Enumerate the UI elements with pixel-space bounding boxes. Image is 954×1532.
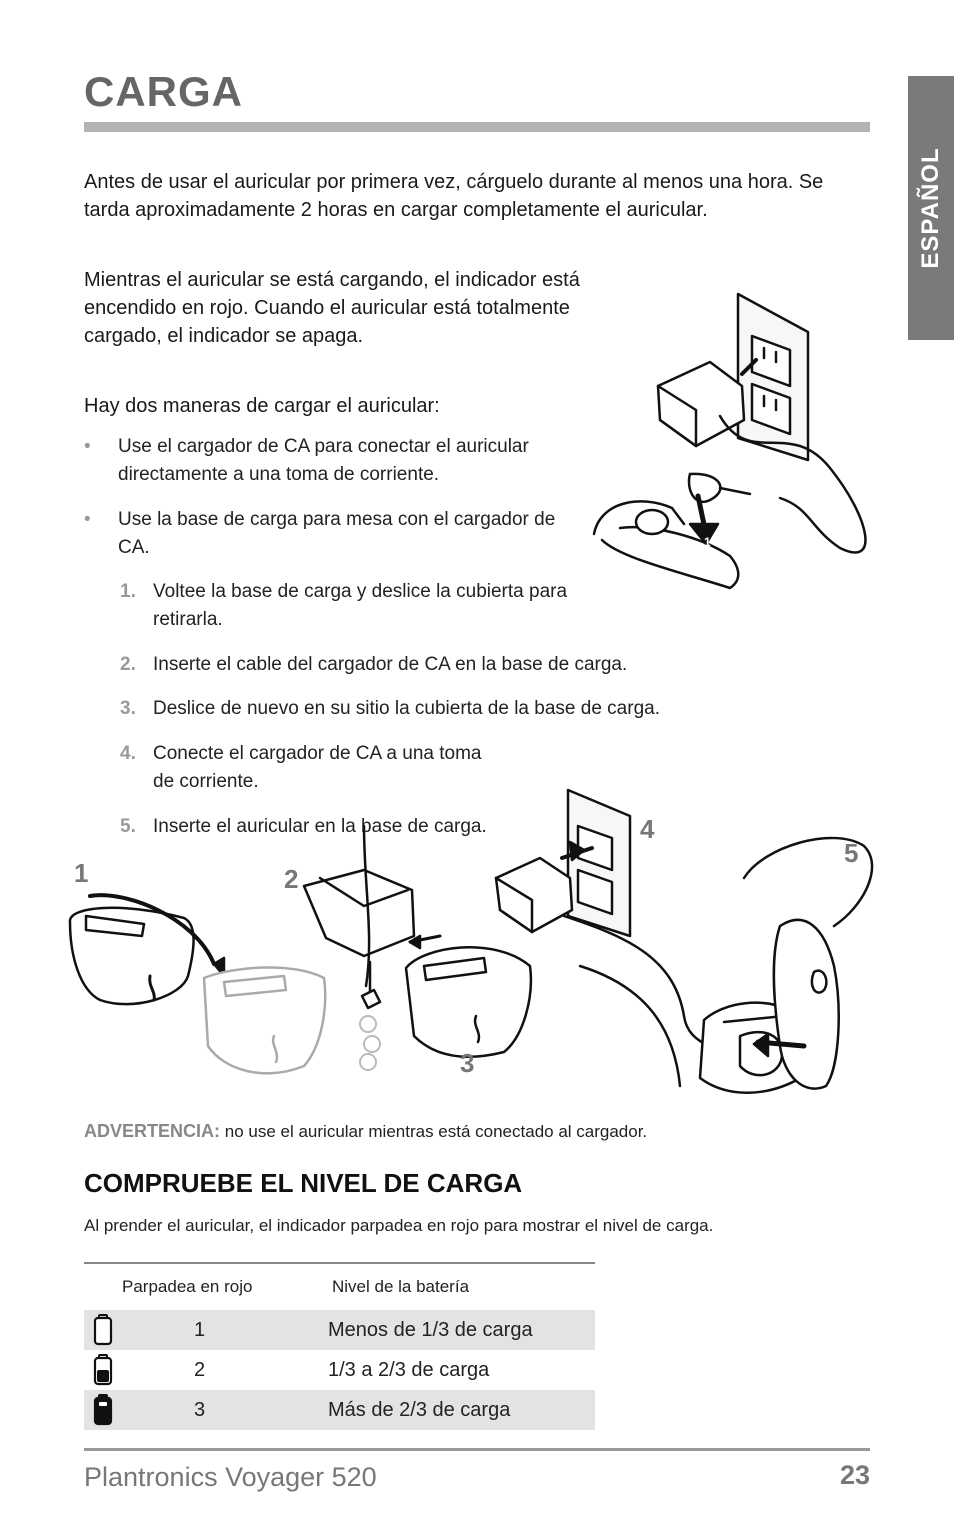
step-text: Conecte el cargador de CA a una toma de corriente. — [153, 743, 482, 792]
step-text: Inserte el cable del cargador de CA en la base de carga. — [153, 654, 628, 675]
figure-label-4: 4 — [640, 814, 655, 844]
arrow-one-label: 1 — [704, 535, 711, 549]
blink-count: 2 — [194, 1359, 206, 1381]
language-tab-label: ESPAÑOL — [917, 147, 944, 269]
blink-count: 1 — [194, 1319, 206, 1341]
ac-charger-illustration — [580, 288, 880, 598]
step-number: 2. — [120, 654, 136, 675]
step-text: Inserte el auricular en la base de carga. — [153, 816, 487, 837]
table-header — [84, 1262, 595, 1310]
header-blinks: Parpadea en rojo — [122, 1277, 253, 1296]
section-subtext: Al prender el auricular, el indicador parpadea en rojo para mostrar el nivel de carga. — [84, 1216, 714, 1235]
step-number: 5. — [120, 816, 136, 837]
header-level: Nivel de la batería — [332, 1277, 470, 1296]
table-row — [84, 1350, 595, 1390]
table-row — [84, 1310, 595, 1350]
base-setup-illustration — [64, 786, 894, 1106]
bullet-text: Use el cargador de CA para conectar el auricular directamente a una toma de corriente. — [118, 436, 529, 485]
indicator-paragraph: Mientras el auricular se está cargando, el indicador está encendido en rojo. Cuando el auricular está totalmente cargado, el indicador se apaga. — [84, 269, 580, 347]
battery-level: 1/3 a 2/3 de carga — [328, 1359, 490, 1381]
warning-note — [84, 1121, 647, 1142]
intro-paragraph: Antes de usar el auricular por primera vez, cárguelo durante al menos una hora. Se tarda aproximadamente 2 horas en cargar completamente el auricular. — [84, 171, 824, 221]
figure-label-2: 2 — [284, 864, 299, 894]
battery-level: Menos de 1/3 de carga — [328, 1319, 533, 1341]
battery-empty-icon — [92, 1314, 114, 1346]
figure-label-3: 3 — [460, 1048, 475, 1078]
battery-half-icon — [92, 1354, 114, 1386]
figure-label-5: 5 — [844, 838, 859, 868]
bullet-dot-icon: • — [84, 509, 91, 530]
step-number: 4. — [120, 743, 136, 764]
figure-label-1: 1 — [74, 858, 89, 888]
warning-label: ADVERTENCIA: — [84, 1121, 221, 1141]
section-heading: COMPRUEBE EL NIVEL DE CARGA — [84, 1168, 523, 1198]
battery-level-table — [84, 1262, 595, 1430]
language-tab — [908, 76, 954, 340]
step-number: 3. — [120, 698, 136, 719]
page-title: CARGA — [84, 68, 243, 115]
battery-level: Más de 2/3 de carga — [328, 1399, 511, 1421]
step-number: 1. — [120, 581, 136, 602]
bullet-text: Use la base de carga para mesa con el cargador de CA. — [118, 509, 556, 558]
step-text: Voltee la base de carga y deslice la cubierta para retirarla. — [153, 581, 568, 630]
bullet-dot-icon: • — [84, 436, 91, 457]
warning-text: no use el auricular mientras está conectado al cargador. — [224, 1122, 648, 1141]
step-text: Deslice de nuevo en su sitio la cubierta de la base de carga. — [153, 698, 660, 719]
table-row — [84, 1390, 595, 1430]
title-rule — [84, 122, 870, 132]
footer-product-name: Plantronics Voyager 520 — [84, 1462, 377, 1492]
page-number: 23 — [839, 1460, 870, 1490]
blink-count: 3 — [194, 1399, 206, 1421]
battery-full-icon — [92, 1394, 114, 1426]
two-ways-paragraph: Hay dos maneras de cargar el auricular: — [84, 395, 440, 417]
footer-rule — [84, 1448, 870, 1451]
